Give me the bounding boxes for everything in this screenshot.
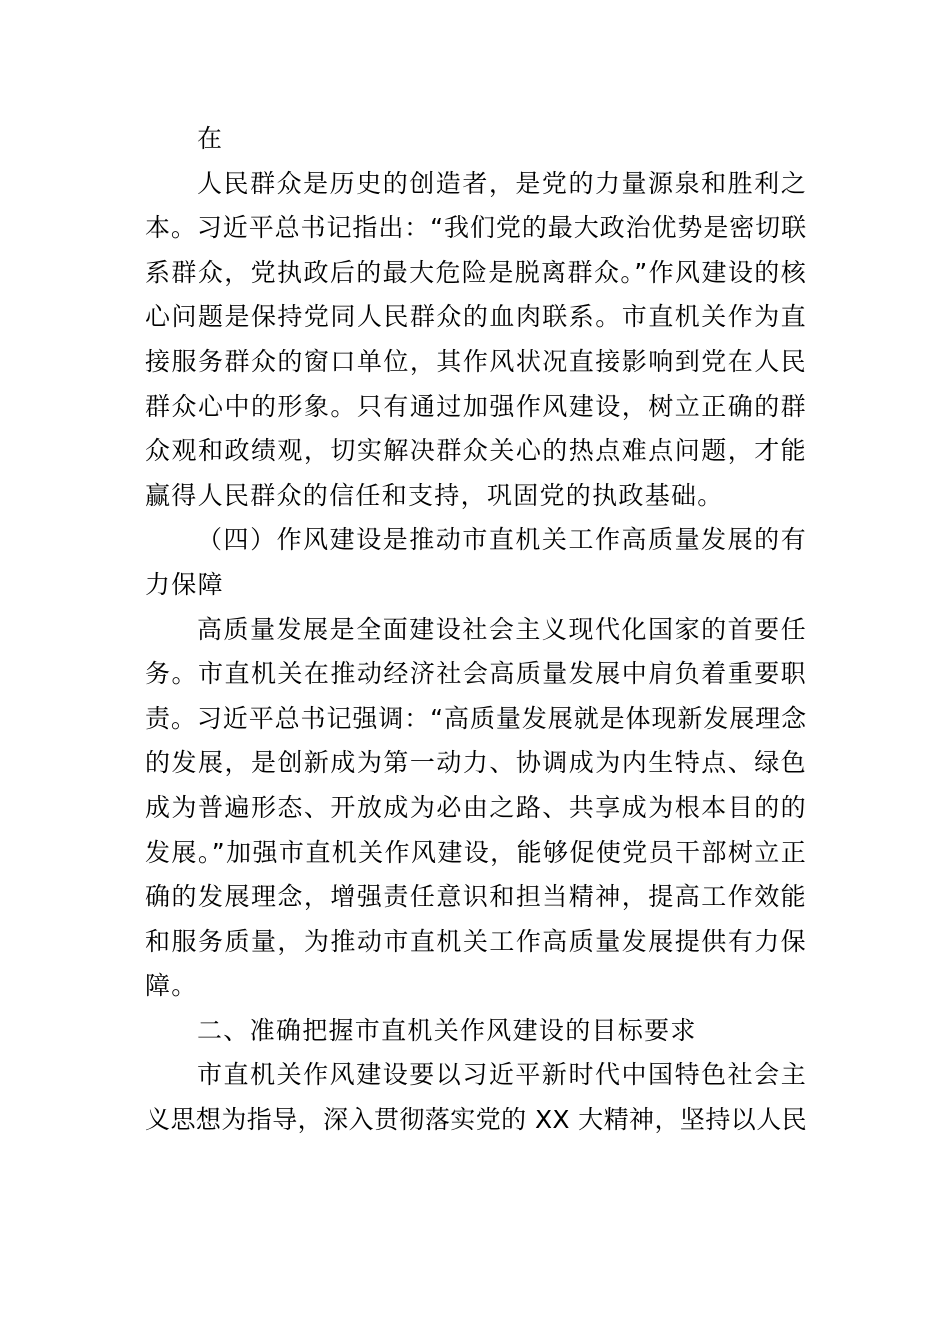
text-line: 群众心中的形象。只有通过加强作风建设，树立正确的群 xyxy=(145,391,807,421)
text-line: 心问题是保持党同人民群众的血肉联系。市直机关作为直 xyxy=(145,302,807,332)
text-line: 人民群众是历史的创造者，是党的力量源泉和胜利之 xyxy=(197,168,807,198)
text-line: 本。习近平总书记指出：“我们党的最大政治优势是密切联 xyxy=(145,213,807,243)
section-heading: （四）作风建设是推动市直机关工作高质量发展的有 xyxy=(197,525,807,555)
section-heading: 二、准确把握市直机关作风建设的目标要求 xyxy=(197,1015,697,1045)
text-line: 高质量发展是全面建设社会主义现代化国家的首要任 xyxy=(197,614,807,644)
text-line: 众观和政绩观，切实解决群众关心的热点难点问题，才能 xyxy=(145,436,807,466)
text-line: 赢得人民群众的信任和支持，巩固党的执政基础。 xyxy=(145,480,724,510)
text-line: 务。市直机关在推动经济社会高质量发展中肩负着重要职 xyxy=(145,659,807,689)
text-line: 义思想为指导，深入贯彻落实党的 XX 大精神，坚持以人民 xyxy=(145,1105,807,1135)
text-line: 确的发展理念，增强责任意识和担当精神，提高工作效能 xyxy=(145,882,807,912)
text-line: 责。习近平总书记强调：“高质量发展就是体现新发展理念 xyxy=(145,703,807,733)
text-line: 接服务群众的窗口单位，其作风状况直接影响到党在人民 xyxy=(145,346,807,376)
text-line: 在 xyxy=(197,124,224,153)
text-line: 和服务质量，为推动市直机关工作高质量发展提供有力保 xyxy=(145,926,807,956)
text-line: 的发展，是创新成为第一动力、协调成为内生特点、绿色 xyxy=(145,748,807,778)
text-line: 障。 xyxy=(145,971,198,1001)
text-line: 成为普遍形态、开放成为必由之路、共享成为根本目的的 xyxy=(145,792,807,822)
section-heading: 力保障 xyxy=(145,569,224,599)
text-line: 系群众，党执政后的最大危险是脱离群众。”作风建设的核 xyxy=(145,257,807,287)
text-line: 发展。”加强市直机关作风建设，能够促使党员干部树立正 xyxy=(145,837,807,867)
body-text xyxy=(145,117,807,1143)
text-line: 市直机关作风建设要以习近平新时代中国特色社会主 xyxy=(197,1060,807,1090)
